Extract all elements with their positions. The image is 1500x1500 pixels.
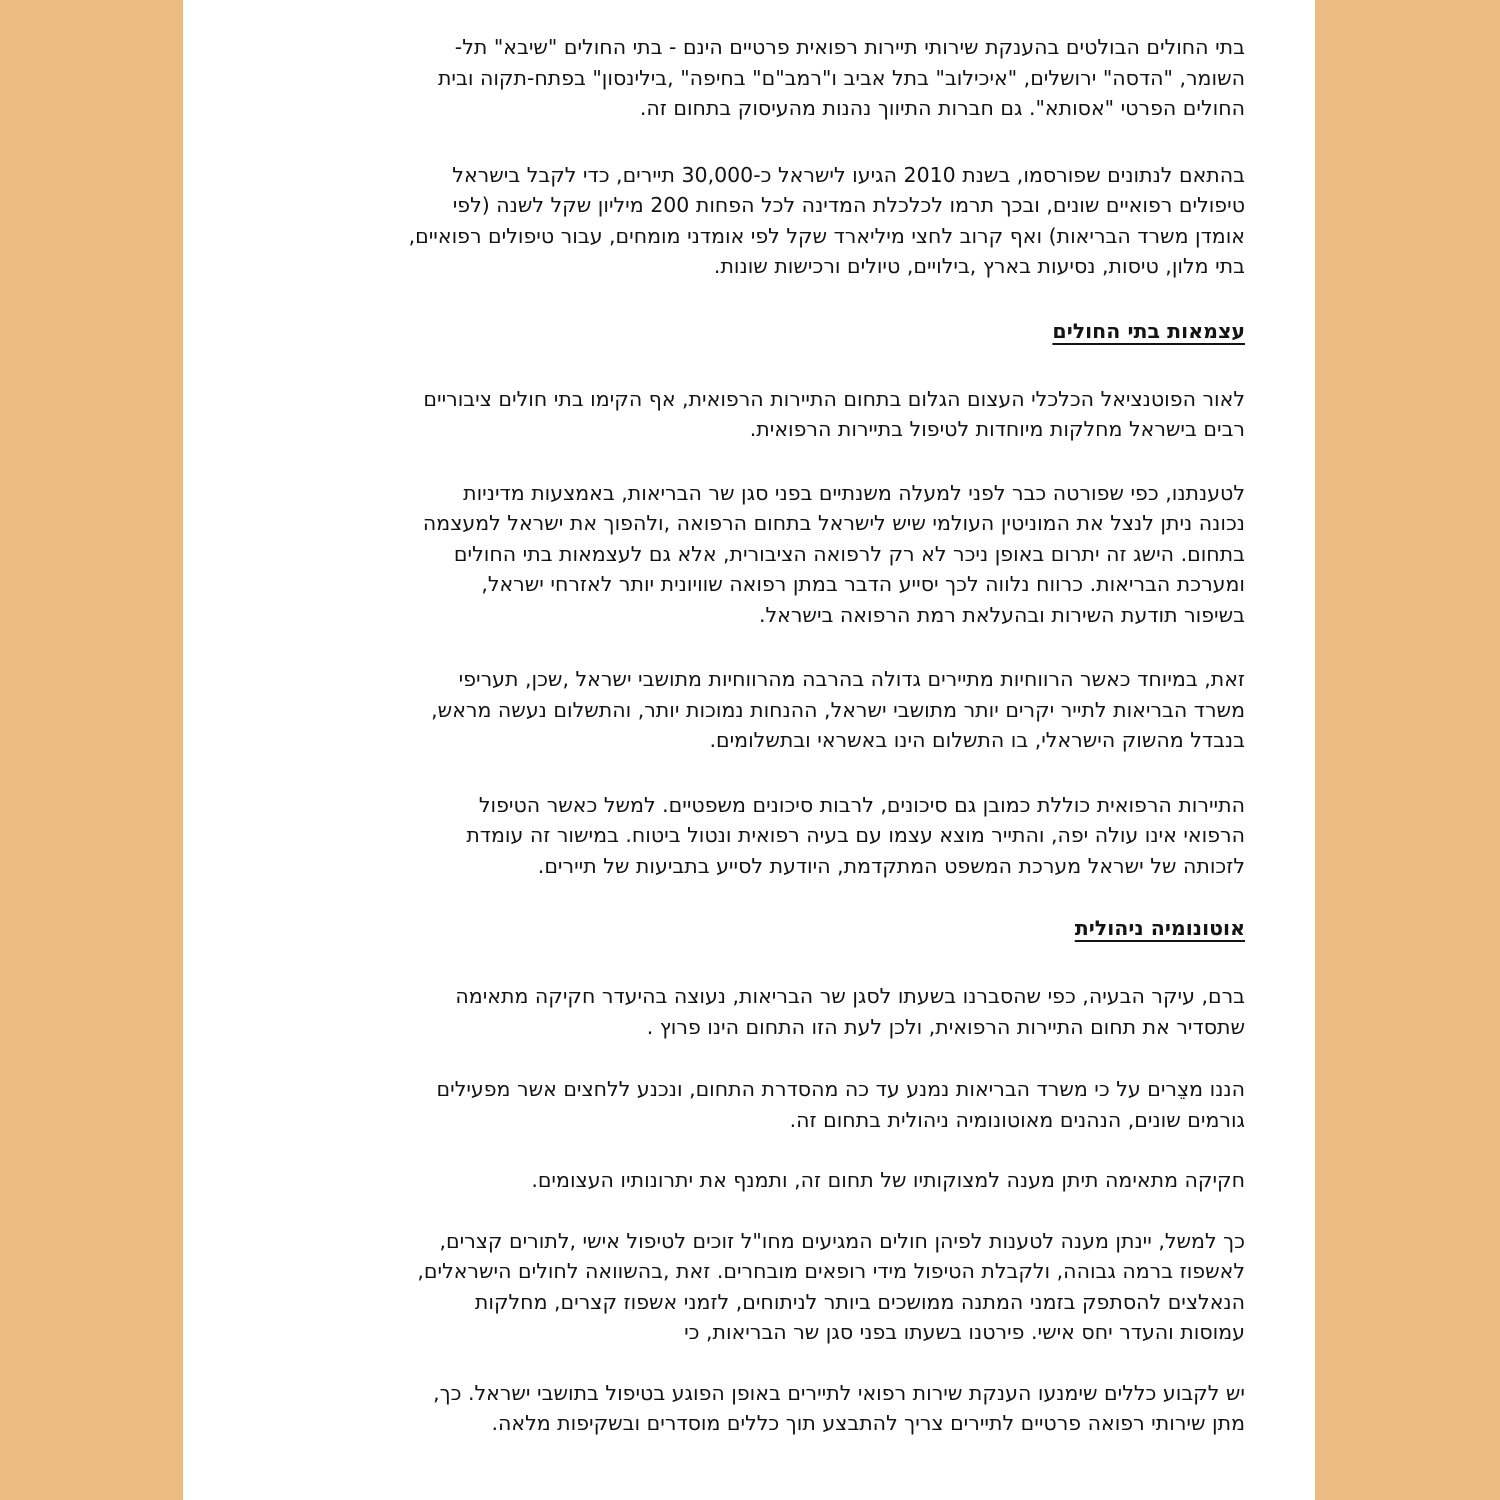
text-line: החולים הפרטי "אסותא". גם חברות התיווך נהנות מהעיסוק בתחום זה. bbox=[639, 96, 1245, 120]
text-line: יש לקבוע כללים שימנעו הענקת שירות רפואי לתיירים באופן הפוגע בטיפול בתושבי ישראל. כך, bbox=[433, 1380, 1245, 1405]
paragraph-economic-potential bbox=[183, 384, 1245, 445]
text-line: לטענתנו, כפי שפורטה כבר לפני למעלה משנתיים בפני סגן שר הבריאות, באמצעות מדיניות bbox=[463, 480, 1245, 505]
text-line: אומדן משרד הבריאות) ואף קרוב לחצי מיליארד שקל לפי אומדני מומחים, עבור טיפולים רפואיים, bbox=[408, 223, 1245, 248]
text-line: ומערכת הבריאות. כרווח נלווה לכך יסייע הדבר במתן רפואה שוויונית יותר לאזרחי ישראל, bbox=[481, 572, 1245, 596]
text-line: נכונה ניתן לנצל את המוניטין העולמי שיש לישראל בתחום הרפואה ,ולהפוך את ישראל למעצמה bbox=[422, 511, 1245, 535]
paragraph-hospitals bbox=[183, 32, 1245, 124]
text-line: חקיקה מתאימה תיתן מענה למצוקותיו של תחום זה, ותמנף את יתרונותיו העצומים. bbox=[531, 1168, 1245, 1192]
text-line: רבים בישראל מחלקות מיוחדות לטיפול בתיירות הרפואית. bbox=[749, 417, 1245, 441]
text-line: מתן שירותי רפואה פרטיים לתיירים צריך להתבצע תוך כללים מוסדרים ובשקיפות מלאה. bbox=[491, 1411, 1245, 1435]
text-line: בתחום. הישג זה יתרום באופן ניכר לא רק לרפואה הציבורית, אלא גם לעצמאות בתי החולים bbox=[453, 541, 1245, 566]
text-line: גורמים שונים, הנהנים מאוטונומיה ניהולית בתחום זה. bbox=[789, 1107, 1245, 1132]
text-line: השומר, "הדסה" ירושלים, "איכילוב" בתל אביב ו"רמב"ם" בחיפה" ,בילינסון" בפתח-תקוה ובית bbox=[437, 65, 1245, 90]
paragraph-policy-claim bbox=[183, 478, 1245, 631]
paragraph-profitability bbox=[183, 664, 1245, 756]
document-page bbox=[183, 0, 1315, 1500]
paragraph-rules bbox=[183, 1378, 1245, 1439]
text-line: בתי החולים הבולטים בהענקת שירותי תיירות רפואית פרטיים הינם - בתי החולים "שיבא" תל- bbox=[454, 35, 1245, 59]
paragraph-legal-risks bbox=[183, 790, 1245, 882]
section-heading-management-autonomy: אוטונומיה ניהולית bbox=[1074, 916, 1245, 940]
text-line: הרפואי אינו עולה יפה, והתייר מוצא עצמו עם בעיה רפואית ונטול ביטוח. במישור זה עומדת bbox=[466, 823, 1245, 847]
text-line: טיפולים רפואיים שונים, ובכך תרמו לכלכלת המדינה לכל הפחות 200 מיליון שקל לשנה (לפי bbox=[452, 193, 1245, 217]
text-line: לאשפוז ברמה גבוהה, ולקבלת הטיפול מידי רופאים מובחרים. זאת ,בהשוואה לחולים הישראלים, bbox=[417, 1259, 1245, 1283]
text-line: בנבדל מהשוק הישראלי, בו התשלום הינו באשראי ובתשלומים. bbox=[709, 728, 1245, 752]
text-line: לאור הפוטנציאל הכלכלי העצום הגלום בתחום התיירות הרפואית, אף הקימו בתי חולים ציבוריים bbox=[423, 386, 1245, 411]
text-line: התיירות הרפואית כוללת כמובן גם סיכונים, לרבות סיכונים משפטיים. למשל כאשר הטיפול bbox=[478, 792, 1245, 817]
paragraph-ministry-regret bbox=[183, 1074, 1245, 1135]
text-line: בתי מלון, טיסות, נסיעות בארץ ,בילויים, טיולים ורכישות שונות. bbox=[713, 254, 1245, 278]
paragraph-example bbox=[183, 1226, 1245, 1348]
text-line: עמוסות והעדר יחס אישי. פירטנו בשעתו בפני סגן שר הבריאות, כי bbox=[684, 1320, 1245, 1344]
document-body bbox=[183, 32, 1245, 1439]
section-heading-hospital-independence: עצמאות בתי החולים bbox=[1052, 318, 1245, 343]
text-line: כך למשל, יינתן מענה לטענות לפיהן חולים המגיעים מחו"ל זוכים לטיפול אישי ,לתורים קצרים, bbox=[439, 1228, 1245, 1253]
text-line: ברם, עיקר הבעיה, כפי שהסברנו בשעתו לסגן שר הבריאות, נעוצה בהיעדר חקיקה מתאימה bbox=[455, 984, 1245, 1008]
paragraph-main-problem bbox=[183, 981, 1245, 1042]
paragraph-statistics bbox=[183, 160, 1245, 282]
text-line: בשיפור תודעת השירות ובהעלאת רמת הרפואה בישראל. bbox=[758, 602, 1245, 627]
text-line: בהתאם לנתונים שפורסמו, בשנת 2010 הגיעו לישראל כ-30,000 תיירים, כדי לקבל בישראל bbox=[452, 162, 1245, 187]
text-line: משרד הבריאות לתייר יקרים יותר מתושבי ישראל, ההנחות נמוכות יותר, והתשלום נעשה מראש, bbox=[431, 697, 1245, 722]
text-line: הננו מצֵרים על כי משרד הבריאות נמנע עד כה מהסדרת התחום, ונכנע ללחצים אשר מפעילים bbox=[436, 1077, 1245, 1101]
text-line: הנאלצים להסתפק בזמני המתנה ממושכים ביותר לניתוחים, לזמני אשפוז קצרים, מחלקות bbox=[474, 1289, 1245, 1314]
paragraph-legislation bbox=[183, 1165, 1245, 1196]
text-line: לזכותה של ישראל מערכת המשפט המתקדמת, היודעת לסייע בתביעות של תיירים. bbox=[537, 853, 1245, 878]
text-line: שתסדיר את תחום התיירות הרפואית, ולכן לעת הזו התחום הינו פרוץ . bbox=[646, 1014, 1245, 1039]
text-line: זאת, במיוחד כאשר הרווחיות מתיירים גדולה בהרבה מהרווחיות מתושבי ישראל ,שכן, תעריפי bbox=[458, 667, 1245, 691]
